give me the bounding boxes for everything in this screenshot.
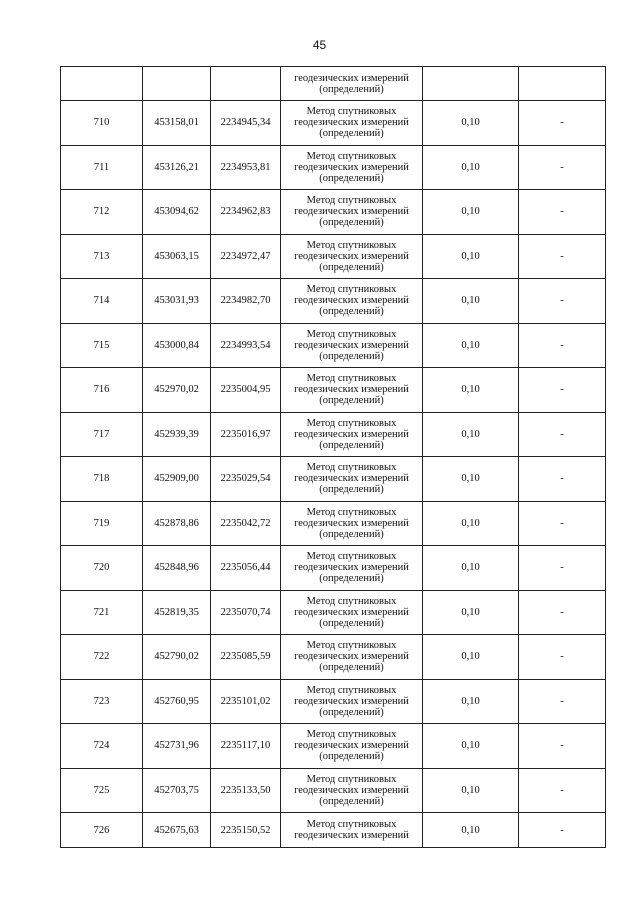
cell-note: - xyxy=(519,234,606,279)
cell-accuracy: 0,10 xyxy=(423,145,519,190)
method-line: (определений) xyxy=(319,439,384,451)
method-line: Метод спутниковых xyxy=(306,150,397,162)
cell-point-number: 718 xyxy=(61,457,143,502)
cell-accuracy: 0,10 xyxy=(423,279,519,324)
cell-x-coordinate: 453031,93 xyxy=(143,279,211,324)
table-row xyxy=(61,234,606,279)
cell-x-coordinate: 452909,00 xyxy=(143,457,211,502)
cell-note: - xyxy=(519,368,606,413)
cell-method xyxy=(281,590,423,635)
cell-empty xyxy=(211,67,281,101)
cell-x-coordinate: 452819,35 xyxy=(143,590,211,635)
table-row xyxy=(61,323,606,368)
cell-point-number: 723 xyxy=(61,679,143,724)
method-line: (определений) xyxy=(319,706,384,718)
cell-accuracy: 0,10 xyxy=(423,635,519,680)
cell-x-coordinate: 452703,75 xyxy=(143,768,211,813)
table-row xyxy=(61,679,606,724)
method-line: Метод спутниковых xyxy=(306,284,397,296)
cell-x-coordinate: 453126,21 xyxy=(143,145,211,190)
cell-note: - xyxy=(519,101,606,146)
method-line: (определений) xyxy=(319,217,384,229)
cell-x-coordinate: 453000,84 xyxy=(143,323,211,368)
cell-note: - xyxy=(519,412,606,457)
table-row xyxy=(61,368,606,413)
method-line: геодезических измерений xyxy=(294,606,409,618)
method-line: геодезических измерений xyxy=(294,117,409,129)
cell-accuracy: 0,10 xyxy=(423,768,519,813)
cell-method xyxy=(281,457,423,502)
cell-point-number: 713 xyxy=(61,234,143,279)
cell-point-number: 722 xyxy=(61,635,143,680)
method-line: геодезических измерений xyxy=(294,517,409,529)
method-line: Метод спутниковых xyxy=(306,239,397,251)
cell-accuracy: 0,10 xyxy=(423,101,519,146)
method-line: геодезических измерений xyxy=(294,295,409,307)
cell-note: - xyxy=(519,279,606,324)
method-line: Метод спутниковых xyxy=(306,106,397,118)
cell-x-coordinate: 452939,39 xyxy=(143,412,211,457)
cell-y-coordinate: 2235056,44 xyxy=(211,546,281,591)
method-line: геодезических измерений xyxy=(294,695,409,707)
cell-method xyxy=(281,412,423,457)
cell-y-coordinate: 2235150,52 xyxy=(211,813,281,848)
method-line: Метод спутниковых xyxy=(306,595,397,607)
method-line: геодезических измерений xyxy=(294,384,409,396)
cell-y-coordinate: 2235042,72 xyxy=(211,501,281,546)
cell-point-number: 720 xyxy=(61,546,143,591)
method-line: (определений) xyxy=(319,795,384,807)
cell-point-number: 721 xyxy=(61,590,143,635)
cell-x-coordinate: 453158,01 xyxy=(143,101,211,146)
method-line: (определений) xyxy=(319,617,384,629)
cell-y-coordinate: 2234945,34 xyxy=(211,101,281,146)
cell-accuracy: 0,10 xyxy=(423,412,519,457)
method-line: геодезических измерений xyxy=(294,428,409,440)
cell-y-coordinate: 2235101,02 xyxy=(211,679,281,724)
cell-note: - xyxy=(519,590,606,635)
cell-note: - xyxy=(519,546,606,591)
cell-note: - xyxy=(519,813,606,848)
table-row xyxy=(61,279,606,324)
cell-method xyxy=(281,234,423,279)
method-line: геодезических измерений xyxy=(294,740,409,752)
cell-accuracy: 0,10 xyxy=(423,190,519,235)
cell-y-coordinate: 2234972,47 xyxy=(211,234,281,279)
cell-note: - xyxy=(519,190,606,235)
cell-x-coordinate: 452760,95 xyxy=(143,679,211,724)
method-line: геодезических измерений xyxy=(294,161,409,173)
cell-accuracy: 0,10 xyxy=(423,590,519,635)
cell-x-coordinate: 452675,63 xyxy=(143,813,211,848)
cell-note: - xyxy=(519,724,606,769)
cell-point-number: 724 xyxy=(61,724,143,769)
method-line: Метод спутниковых xyxy=(306,462,397,474)
table-body xyxy=(61,67,606,848)
method-line: (определений) xyxy=(319,306,384,318)
table-row xyxy=(61,412,606,457)
cell-accuracy: 0,10 xyxy=(423,323,519,368)
table-row xyxy=(61,635,606,680)
table-row xyxy=(61,145,606,190)
cell-point-number: 710 xyxy=(61,101,143,146)
cell-accuracy: 0,10 xyxy=(423,813,519,848)
cell-method xyxy=(281,101,423,146)
method-line: (определений) xyxy=(319,484,384,496)
cell-note: - xyxy=(519,635,606,680)
cell-empty xyxy=(423,67,519,101)
cell-y-coordinate: 2235016,97 xyxy=(211,412,281,457)
table-row xyxy=(61,590,606,635)
method-line: геодезических измерений xyxy=(294,250,409,262)
cell-y-coordinate: 2235117,10 xyxy=(211,724,281,769)
cell-accuracy: 0,10 xyxy=(423,501,519,546)
method-line: (определений) xyxy=(319,528,384,540)
cell-accuracy: 0,10 xyxy=(423,457,519,502)
method-line: Метод спутниковых xyxy=(306,640,397,652)
method-line: (определений) xyxy=(319,172,384,184)
cell-method xyxy=(281,679,423,724)
method-line: Метод спутниковых xyxy=(306,773,397,785)
method-line: Метод спутниковых xyxy=(306,195,397,207)
cell-accuracy: 0,10 xyxy=(423,546,519,591)
cell-point-number: 717 xyxy=(61,412,143,457)
method-line: Метод спутниковых xyxy=(306,506,397,518)
cell-y-coordinate: 2235133,50 xyxy=(211,768,281,813)
cell-point-number: 716 xyxy=(61,368,143,413)
method-line: геодезических измерений xyxy=(294,206,409,218)
method-line: Метод спутниковых xyxy=(306,417,397,429)
cell-x-coordinate: 452731,96 xyxy=(143,724,211,769)
cell-note: - xyxy=(519,145,606,190)
cell-empty xyxy=(519,67,606,101)
cell-method xyxy=(281,813,423,848)
table-row xyxy=(61,813,606,848)
cell-method xyxy=(281,323,423,368)
cell-x-coordinate: 452848,96 xyxy=(143,546,211,591)
cell-y-coordinate: 2234962,83 xyxy=(211,190,281,235)
cell-y-coordinate: 2235070,74 xyxy=(211,590,281,635)
cell-accuracy: 0,10 xyxy=(423,724,519,769)
method-line: (определений) xyxy=(319,662,384,674)
method-line: геодезических измерений xyxy=(294,339,409,351)
cell-point-number: 715 xyxy=(61,323,143,368)
cell-point-number: 725 xyxy=(61,768,143,813)
cell-y-coordinate: 2235029,54 xyxy=(211,457,281,502)
cell-y-coordinate: 2235004,95 xyxy=(211,368,281,413)
cell-method xyxy=(281,279,423,324)
cell-point-number: 711 xyxy=(61,145,143,190)
cell-y-coordinate: 2234993,54 xyxy=(211,323,281,368)
cell-method xyxy=(281,190,423,235)
table-row xyxy=(61,457,606,502)
method-line: геодезических измерений xyxy=(294,562,409,574)
cell-method xyxy=(281,501,423,546)
cell-note: - xyxy=(519,768,606,813)
method-line: (определений) xyxy=(319,573,384,585)
method-line: геодезических измерений xyxy=(294,473,409,485)
method-line: геодезических измерений xyxy=(294,72,409,84)
cell-accuracy: 0,10 xyxy=(423,679,519,724)
cell-x-coordinate: 452790,02 xyxy=(143,635,211,680)
cell-note: - xyxy=(519,679,606,724)
method-line: Метод спутниковых xyxy=(306,729,397,741)
method-line: Метод спутниковых xyxy=(306,819,397,830)
cell-method xyxy=(281,145,423,190)
method-line: (определений) xyxy=(319,751,384,763)
method-line: геодезических измерений xyxy=(294,651,409,663)
cell-x-coordinate: 452878,86 xyxy=(143,501,211,546)
cell-note: - xyxy=(519,323,606,368)
cell-accuracy: 0,10 xyxy=(423,368,519,413)
table-row xyxy=(61,190,606,235)
cell-note: - xyxy=(519,501,606,546)
cell-y-coordinate: 2234953,81 xyxy=(211,145,281,190)
cell-x-coordinate: 453063,15 xyxy=(143,234,211,279)
method-line: Метод спутниковых xyxy=(306,328,397,340)
cell-method xyxy=(281,546,423,591)
page-number: 45 xyxy=(312,38,327,52)
method-line: Метод спутниковых xyxy=(306,551,397,563)
method-line: (определений) xyxy=(319,83,384,95)
table-row xyxy=(61,724,606,769)
table-row xyxy=(61,768,606,813)
method-line: геодезических измерений xyxy=(294,784,409,796)
method-line: (определений) xyxy=(319,395,384,407)
cell-note: - xyxy=(519,457,606,502)
cell-method xyxy=(281,67,423,101)
method-line: Метод спутниковых xyxy=(306,373,397,385)
table-row-continuation xyxy=(61,67,606,101)
cell-method xyxy=(281,768,423,813)
coordinates-table xyxy=(60,66,606,848)
cell-method xyxy=(281,368,423,413)
cell-method xyxy=(281,635,423,680)
cell-x-coordinate: 453094,62 xyxy=(143,190,211,235)
table-row xyxy=(61,546,606,591)
method-line: (определений) xyxy=(319,128,384,140)
cell-method xyxy=(281,724,423,769)
cell-y-coordinate: 2235085,59 xyxy=(211,635,281,680)
cell-y-coordinate: 2234982,70 xyxy=(211,279,281,324)
method-line: (определений) xyxy=(319,261,384,273)
cell-point-number: 719 xyxy=(61,501,143,546)
cell-point-number: 714 xyxy=(61,279,143,324)
method-line: Метод спутниковых xyxy=(306,684,397,696)
table-row xyxy=(61,101,606,146)
cell-point-number: 726 xyxy=(61,813,143,848)
cell-x-coordinate: 452970,02 xyxy=(143,368,211,413)
method-line: геодезических измерений xyxy=(294,830,409,841)
cell-empty xyxy=(61,67,143,101)
cell-accuracy: 0,10 xyxy=(423,234,519,279)
method-line: (определений) xyxy=(319,350,384,362)
table-row xyxy=(61,501,606,546)
cell-point-number: 712 xyxy=(61,190,143,235)
cell-empty xyxy=(143,67,211,101)
